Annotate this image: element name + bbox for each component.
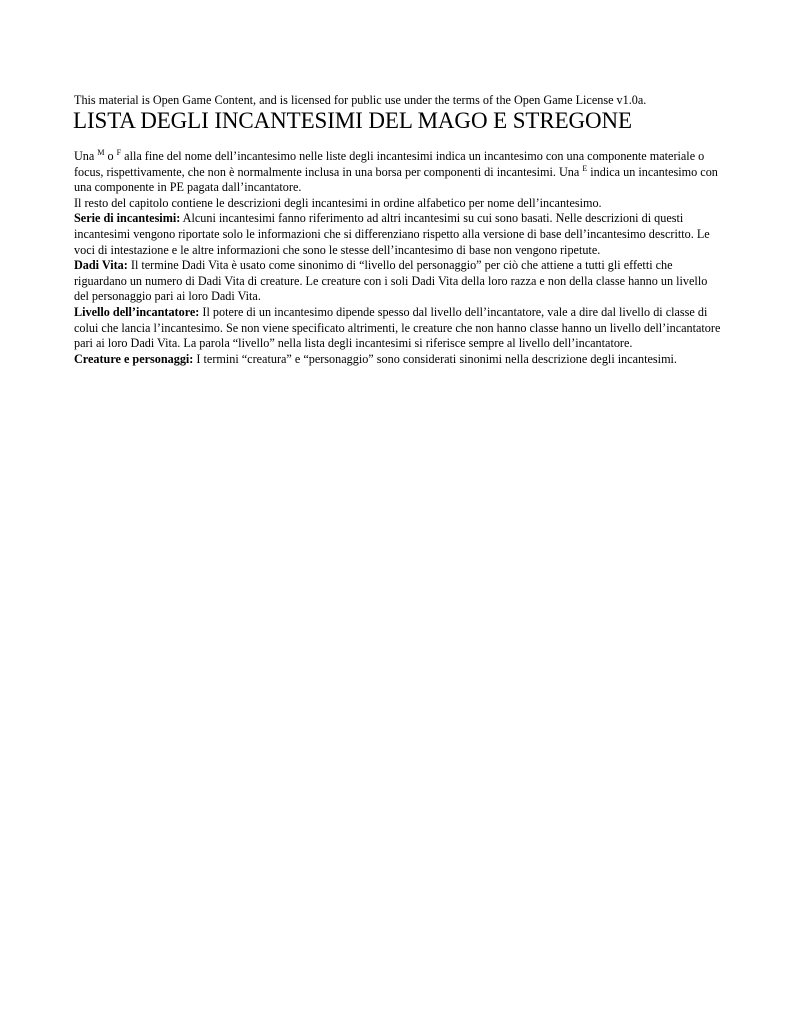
section-heading: Serie di incantesimi:	[74, 211, 181, 226]
focus-marker: F	[116, 148, 122, 157]
license-notice: This material is Open Game Content, and is licensed for public use under the terms of the Open Game License v1.0a.	[74, 93, 647, 107]
section-text: I termini “creatura” e “personaggio” sono considerati sinonimi nella descrizione degli incantesimi.	[193, 351, 677, 366]
material-marker: M	[97, 148, 105, 157]
rest-paragraph: Il resto del capitolo contiene le descrizioni degli incantesimi in ordine alfabetico per nome dell’incantesimo.	[74, 195, 602, 210]
section-text: Il potere di un incantesimo dipende spesso dal livello dell’incantatore, vale a dire dal livello di classe di colui che lancia l’incantesimo. Se non viene specificato altrimenti, le creature che non hanno classe hanno un livello dell’incantatore pari ai loro Dadi Vita. La parola “livello” nella lista degli incantesimi si riferisce sempre al livello dell’incantatore.	[74, 304, 721, 351]
page-title: LISTA DEGLI INCANTESIMI DEL MAGO E STREGONE	[73, 108, 633, 133]
section-text: Il termine Dadi Vita è usato come sinonimo di “livello del personaggio” per ciò che attiene a tutti gli effetti che riguardano un numero di Dadi Vita di creature. Le creature con i soli Dadi Vita della loro razza e non della classe hanno un livello del personaggio pari ai loro Dadi Vita.	[74, 258, 708, 304]
intro-text-4: indica un incantesimo con una componente in PE pagata dall’incantatore.	[74, 164, 718, 195]
document-page	[74, 92, 724, 367]
section-heading: Livello dell’incantatore:	[74, 304, 200, 319]
section-heading: Creature e personaggi:	[74, 351, 194, 366]
section-text: Alcuni incantesimi fanno riferimento ad altri incantesimi su cui sono basati. Nelle descrizioni di questi incantesimi vengono riportate solo le informazioni che si differenziano rispetto alla versione di base dell’incantesimo descritto. Le voci di intestazione e le altre informazioni che sono le stesse dell’incantesimo di base non vengono ripetute.	[74, 211, 710, 257]
intro-text-3: alla fine del nome dell’incantesimo nelle liste degli incantesimi indica un incantesimo con una componente materiale o focus, rispettivamente, che non è normalmente inclusa in una borsa per componenti di incantesimi. Una	[74, 149, 705, 179]
section-spell-series	[74, 211, 724, 258]
section-hit-dice	[74, 258, 724, 305]
section-creatures-characters	[74, 352, 724, 368]
section-caster-level	[74, 305, 724, 352]
intro-text-1: Una	[74, 149, 98, 163]
intro-paragraph	[74, 149, 724, 196]
section-heading: Dadi Vita:	[74, 258, 128, 273]
xp-marker: E	[582, 163, 588, 173]
intro-text-2: o	[104, 149, 117, 163]
document-body	[74, 149, 724, 367]
